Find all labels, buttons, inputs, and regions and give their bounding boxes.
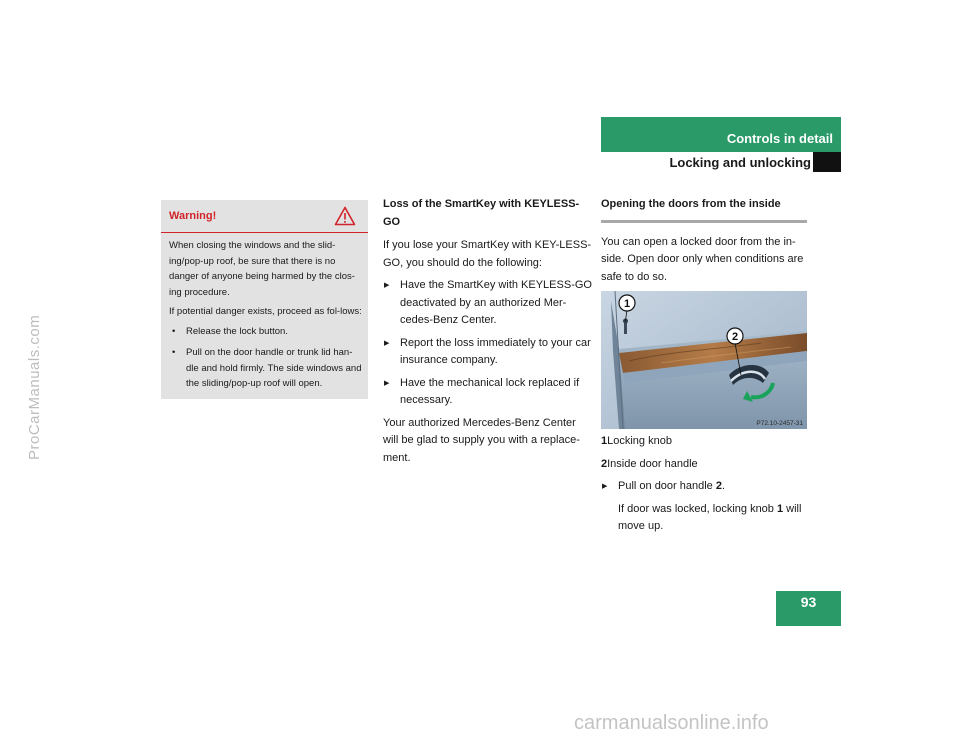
page-number-box (776, 591, 841, 626)
legend-item: 1Locking knob (601, 435, 672, 447)
step-result: If door was locked, locking knob 1 will move up. (618, 502, 802, 532)
section-marker (813, 152, 841, 172)
legend-item: 2Inside door handle (601, 457, 698, 470)
opening-heading: Opening the doors from the inside (601, 198, 781, 210)
smartkey-heading: Loss of the SmartKey with KEYLESS-GO (383, 198, 580, 228)
instruction-step: ▶ Have the mechanical lock replaced if necessary. (383, 375, 593, 410)
footer-watermark: carmanualsonline.info (574, 712, 769, 734)
smartkey-section (383, 196, 593, 472)
section-title: Controls in detail (726, 131, 833, 146)
instruction-step: ▶ Pull on door handle 2. (601, 478, 811, 496)
callout-1: 1 (623, 298, 631, 310)
callout-2: 2 (731, 331, 739, 343)
figure-code: P72.10-2457-31 (756, 420, 803, 427)
warning-bullet-list (169, 324, 363, 392)
side-watermark: ProCarManuals.com (26, 314, 43, 460)
warning-title: Warning! (169, 210, 217, 222)
smartkey-intro: If you lose your SmartKey with KEY-LESS-GO, you should do the following: (383, 239, 592, 269)
warning-paragraph: When closing the windows and the slid-ing/pop-up roof, be sure that there is no danger of anyone being harmed by the clos-ing procedure. (169, 240, 355, 298)
warning-triangle-icon (334, 206, 356, 226)
section-subtitle: Locking and unlocking (669, 155, 811, 170)
opening-section (601, 196, 811, 541)
instruction-step: ▶ Have the SmartKey with KEYLESS-GO deactivated by an authorized Mer-cedes-Benz Center. (383, 277, 593, 330)
warning-bullet: • Pull on the door handle or trunk lid han-dle and hold firmly. The side windows and the sliding/pop-up roof will open. (169, 345, 363, 392)
warning-header (161, 200, 368, 233)
warning-body (169, 238, 363, 398)
header-banner (601, 117, 841, 152)
warning-bullet: • Release the lock button. (169, 324, 363, 340)
warning-box (161, 200, 368, 399)
instruction-step: ▶ Report the loss immediately to your car insurance company. (383, 335, 593, 370)
warning-paragraph: If potential danger exists, proceed as fol-lows: (169, 306, 362, 317)
door-handle-illustration (601, 291, 807, 429)
heading-rule (601, 220, 807, 223)
smartkey-closing: Your authorized Mercedes-Benz Center will be glad to supply you with a replace-ment. (383, 416, 580, 464)
opening-intro: You can open a locked door from the in-side. Open door only when conditions are safe to do so. (601, 235, 804, 283)
page-number: 93 (800, 594, 817, 610)
